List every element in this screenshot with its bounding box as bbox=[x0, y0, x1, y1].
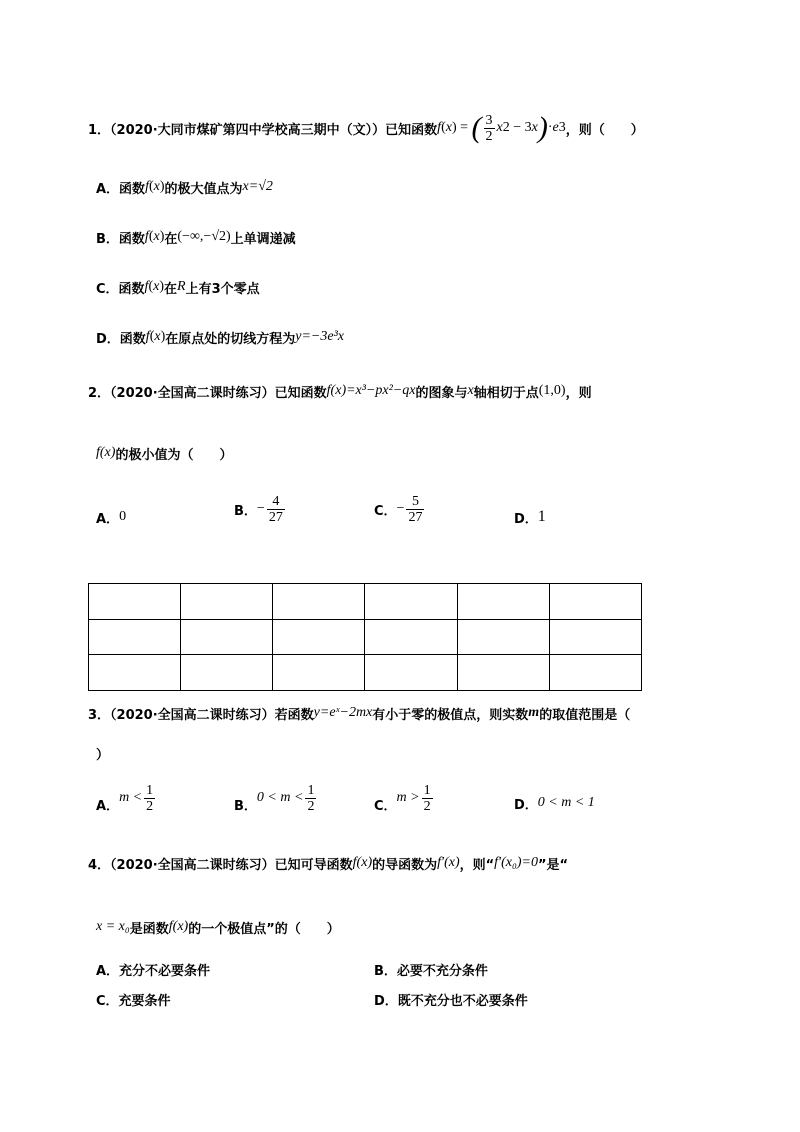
q2-option-c-fraction bbox=[406, 494, 424, 525]
q3-line2-text: ） bbox=[96, 747, 110, 763]
q4-mid2: ，则“ bbox=[459, 857, 495, 873]
q3-option-c-lhs: m > bbox=[396, 790, 420, 805]
q2-option-a-label: A． bbox=[96, 511, 120, 527]
q1-option-c-set: R bbox=[177, 279, 186, 294]
q4-option-a: A．充分不必要条件 bbox=[96, 964, 211, 979]
q3-option-c-num: 1 bbox=[423, 782, 431, 798]
q3-stem-line bbox=[88, 700, 630, 726]
q2-option-b-fraction bbox=[267, 494, 285, 525]
q3-stem: 3．（2020·全国高二课时练习）若函数 bbox=[88, 707, 314, 723]
q3-option-d-label: D． bbox=[514, 797, 538, 813]
q3-option-a-den: 2 bbox=[146, 798, 154, 814]
table-cell bbox=[273, 655, 365, 691]
q3-tail: 的取值范围是（ bbox=[539, 707, 631, 723]
q1-option-d bbox=[96, 324, 344, 350]
q1-option-d-math: y=−3e³x bbox=[295, 329, 344, 344]
table-cell bbox=[365, 619, 457, 655]
q2-option-a-value: 0 bbox=[119, 509, 127, 524]
q4-tail: ”是“ bbox=[537, 857, 569, 873]
q3-option-c-den: 2 bbox=[423, 798, 431, 814]
q4-stem: 4．（2020·全国高二课时练习）已知可导函数 bbox=[88, 857, 353, 873]
table-cell bbox=[273, 584, 365, 620]
q4-line2 bbox=[96, 914, 340, 940]
q2-mid2: 轴相切于点 bbox=[473, 385, 539, 401]
table-cell bbox=[181, 584, 273, 620]
q2-point: (1,0) bbox=[538, 383, 566, 398]
table-row bbox=[89, 584, 642, 620]
q2-axis: x bbox=[467, 383, 474, 398]
q2-line2 bbox=[96, 440, 232, 466]
q4-line2-func: f(x) bbox=[168, 919, 189, 934]
q3-option-c-label: C． bbox=[374, 799, 397, 814]
q2-option-b-den: 27 bbox=[268, 509, 283, 525]
q4-option-c: C．充要条件 bbox=[96, 994, 171, 1009]
q2-mid: 的图象与 bbox=[415, 385, 468, 401]
q1-option-b-end: 上单调递减 bbox=[230, 231, 296, 247]
table-cell bbox=[273, 619, 365, 655]
q4-condition: f′(x₀)=0 bbox=[494, 855, 538, 870]
q1-option-b-label: B．函数 bbox=[96, 231, 145, 247]
table-cell bbox=[181, 655, 273, 691]
q2-option-b-sign: − bbox=[256, 501, 265, 516]
q1-option-b-interval: (−∞,−√2) bbox=[177, 229, 231, 244]
q2-option-d-value: 1 bbox=[537, 508, 546, 525]
q4-line2-math: x = x₀ bbox=[96, 919, 130, 934]
q1-option-b-func: f(x) bbox=[144, 229, 165, 244]
q1-option-a bbox=[96, 174, 273, 200]
q1-option-d-func: f(x) bbox=[145, 329, 166, 344]
q1-option-b-text: 在 bbox=[164, 231, 178, 247]
table-cell bbox=[181, 619, 273, 655]
q2-option-d bbox=[514, 502, 546, 532]
q1-option-d-label: D．函数 bbox=[96, 331, 146, 347]
q1-option-a-label: A．函数 bbox=[96, 181, 146, 197]
table-row bbox=[89, 655, 642, 691]
q3-option-b-label: B． bbox=[234, 799, 257, 814]
table-cell bbox=[549, 619, 641, 655]
table-cell bbox=[365, 655, 457, 691]
q1-option-c-end: 上有3个零点 bbox=[185, 281, 260, 297]
q2-option-b-num: 4 bbox=[272, 493, 280, 509]
q1-stem: 1．（2020·大同市煤矿第四中学校高三期中（文））已知函数 bbox=[88, 122, 438, 138]
q3-option-b bbox=[234, 776, 318, 820]
table-cell bbox=[89, 619, 181, 655]
table-cell bbox=[549, 655, 641, 691]
q3-option-c-fraction bbox=[422, 783, 433, 814]
q1-tail: ，则（ ） bbox=[565, 122, 644, 138]
table-row bbox=[89, 619, 642, 655]
q1-option-c-label: C．函数 bbox=[96, 281, 145, 297]
q2-option-c-den: 27 bbox=[408, 509, 423, 525]
q1-option-a-math: x=√2 bbox=[242, 179, 273, 194]
q3-option-a-label: A． bbox=[96, 799, 120, 814]
q3-option-b-lhs: 0 < m < bbox=[256, 790, 304, 805]
q1-option-c-text: 在 bbox=[164, 281, 178, 297]
q2-line2-text: 的极小值为（ ） bbox=[115, 447, 233, 463]
q1-function: f ( x ) = ( $\frac{3}{2}$ x 2 − 3 x ) · e 3 bbox=[437, 111, 566, 144]
q3-option-d bbox=[514, 790, 595, 816]
q3-option-a bbox=[96, 776, 157, 820]
q3-function: y=eˣ−2mx bbox=[313, 705, 373, 720]
q2-stem-line bbox=[88, 378, 592, 404]
q3-var: m bbox=[528, 705, 540, 720]
q1-option-c-func: f(x) bbox=[144, 279, 164, 294]
q3-option-b-num: 1 bbox=[307, 782, 315, 798]
q3-option-a-lhs: m < bbox=[119, 790, 143, 805]
q3-option-b-fraction bbox=[305, 783, 316, 814]
q4-derivative: f′(x) bbox=[437, 855, 460, 870]
q3-option-a-fraction bbox=[144, 783, 155, 814]
q1-option-a-text: 的极大值点为 bbox=[164, 181, 243, 197]
q2-option-c-label: C． bbox=[374, 503, 397, 519]
empty-answer-grid bbox=[88, 583, 642, 691]
q1-stem-line bbox=[88, 108, 644, 148]
table-cell bbox=[549, 584, 641, 620]
q1-option-d-text: 在原点处的切线方程为 bbox=[165, 331, 296, 347]
q2-tail: ，则 bbox=[565, 385, 592, 401]
q1-option-a-func: f(x) bbox=[145, 179, 165, 194]
q2-option-c bbox=[374, 486, 426, 532]
q4-option-d: D．既不充分也不必要条件 bbox=[374, 994, 528, 1009]
q4-function: f(x) bbox=[352, 855, 373, 870]
q2-option-d-label: D． bbox=[514, 511, 538, 527]
table-cell bbox=[457, 584, 549, 620]
q4-stem-line bbox=[88, 850, 568, 876]
table-cell bbox=[457, 619, 549, 655]
q4-mid: 的导函数为 bbox=[372, 857, 438, 873]
q2-option-b-label: B． bbox=[234, 503, 257, 519]
q1-option-b bbox=[96, 224, 296, 250]
q2-option-b bbox=[234, 486, 287, 532]
q2-option-a bbox=[96, 502, 126, 532]
q3-option-b-den: 2 bbox=[307, 798, 315, 814]
q2-option-c-sign: − bbox=[396, 501, 405, 516]
table-cell bbox=[457, 655, 549, 691]
q3-line2 bbox=[96, 742, 109, 764]
table-cell bbox=[89, 584, 181, 620]
q2-stem: 2．（2020·全国高二课时练习）已知函数 bbox=[88, 385, 327, 401]
q1-option-c bbox=[96, 274, 260, 300]
q3-option-c bbox=[374, 776, 435, 820]
q4-line2-b: 的一个极值点”的（ ） bbox=[188, 921, 340, 937]
table-cell bbox=[365, 584, 457, 620]
q2-option-c-num: 5 bbox=[411, 493, 419, 509]
q2-function: f(x)=x³−px²−qx bbox=[326, 383, 416, 398]
q3-option-a-num: 1 bbox=[146, 782, 154, 798]
q4-line2-a: 是函数 bbox=[129, 921, 169, 937]
q4-option-b: B．必要不充分条件 bbox=[374, 964, 488, 979]
q2-line2-func: f(x) bbox=[96, 445, 116, 460]
q3-option-d-math: 0 < m < 1 bbox=[537, 795, 595, 810]
q3-mid: 有小于零的极值点，则实数 bbox=[372, 707, 529, 723]
table-cell bbox=[89, 655, 181, 691]
